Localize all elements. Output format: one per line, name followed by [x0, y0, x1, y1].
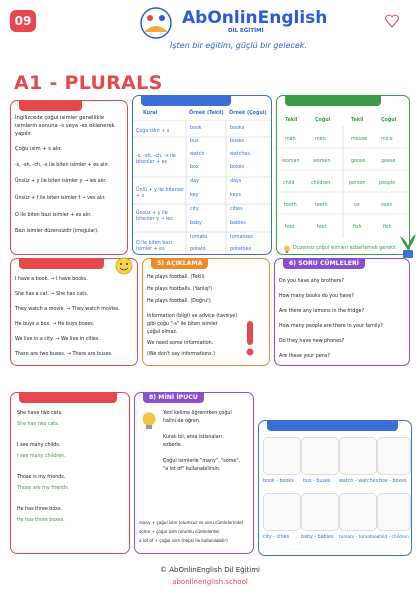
baby-picture-icon [301, 493, 339, 531]
brand-name: AbOnlinEnglish [182, 8, 328, 28]
example-plural: babies [230, 221, 246, 226]
heart-icon [385, 14, 399, 28]
example-sentence: We live in a city. → We live in cities. [15, 337, 100, 342]
question-line: Do you have any brothers? [279, 279, 344, 284]
books-picture-icon [263, 437, 301, 475]
example-singular: book [190, 126, 202, 131]
question-line: Are there any lemons in the fridge? [279, 309, 365, 314]
section-tag: 2) KURALLI ÇOĞULLAR [141, 95, 231, 106]
explanation-line: He plays football. (Doğru!) [147, 299, 211, 304]
section-extra-words [258, 420, 412, 556]
explanation-line: We need some information. [147, 341, 214, 346]
irregular-cell: women [313, 159, 331, 164]
example-singular: watch [190, 152, 205, 157]
explanation-line: çoğul olmaz. [147, 330, 178, 335]
example-plural: buses [230, 139, 245, 144]
irregular-cell: tooth [284, 203, 297, 208]
section-tag: 9) EXTRA WORDS (TEKİL - ÇOĞUL) [267, 420, 398, 431]
brand-logo-icon [134, 6, 178, 40]
section-irregular-plurals [276, 95, 410, 255]
section-mini-tip [134, 392, 254, 554]
section-tag: 4) ÖRNEK CÜMLELER [19, 258, 104, 269]
word-pair: tomato - tomatoes [339, 535, 380, 540]
section-regular-plurals [132, 95, 272, 255]
wrong-sentence: Those is my friends. [17, 475, 66, 480]
section-tag: 7) SIK YAPILAN HATALAR [19, 392, 117, 403]
irregular-cell: man [285, 137, 296, 142]
col-header: Çoğul [381, 118, 397, 123]
example-plural: days [230, 179, 242, 184]
word-pair: city - cities [263, 535, 290, 540]
irregular-cell: foot [285, 225, 295, 230]
example-sentence: They watch a movie. → They watch movies. [15, 307, 121, 312]
word-pair: watch - watches [339, 479, 379, 484]
tip-line: halini de öğren. [163, 419, 201, 424]
section-questions [274, 258, 410, 366]
irregular-cell: fish [383, 225, 392, 230]
example-plural: cities [230, 207, 243, 212]
wrong-sentence: I see many childs. [17, 443, 61, 448]
explanation-line: He plays footballs. (Yanlış!) [147, 287, 212, 292]
irregular-cell: men [315, 137, 326, 142]
explanation-line: gibi çoğu "-s" ile biten isimler [147, 322, 218, 327]
correct-sentence: He has three boxes. [17, 518, 65, 523]
section-tag: 6) SORU CÜMLELERİ [283, 258, 365, 269]
rule-cell: Çoğu isim + s [136, 129, 170, 134]
tip-line: Çoğul isimlerle "many", "some", [163, 459, 241, 464]
footer-website[interactable]: abonlinenglish.school [172, 578, 248, 586]
example-plural: potatoes [230, 247, 252, 252]
question-line: How many people are there in your family? [279, 324, 383, 329]
child-picture-icon [377, 493, 411, 531]
irregular-cell: mouse [351, 137, 368, 142]
exclamation-icon [243, 319, 257, 357]
irregular-cell: oxen [381, 203, 393, 208]
wrong-sentence: She have two cats. [17, 411, 63, 416]
rule-bullet: -s, -sh, -ch, -x ile biten isimler + es alır. [15, 163, 109, 168]
col-header: Örnek (Çoğul) [229, 111, 267, 116]
example-singular: box [190, 165, 199, 170]
example-plural: watches [230, 152, 250, 157]
rule-text: İngilizcede çoğul isimler genellikle [15, 115, 105, 121]
example-plural: boxes [230, 165, 244, 170]
lightbulb-icon [141, 411, 157, 433]
page-title: A1 - PLURALS [14, 72, 163, 94]
irregular-cell: child [283, 181, 295, 186]
section-tag: 1) KISA KURAL [19, 100, 82, 111]
irregular-note: Düzensiz çoğul isimleri ezberlemek gerekir. [293, 246, 398, 251]
bus-picture-icon [301, 437, 339, 475]
example-singular: bus [190, 139, 199, 144]
question-line: Do they have new phones? [279, 339, 345, 344]
rule-bullet: O ile biten bazı isimler + es alır. [15, 213, 92, 218]
col-header: Kural [143, 111, 158, 116]
question-line: Are these your pens? [279, 354, 330, 359]
irregular-cell: people [379, 181, 396, 186]
page-number-badge: 09 [10, 10, 36, 32]
explanation-line: Information (bilgi) ve advice (tavsiye) [147, 314, 238, 319]
irregular-cell: teeth [315, 203, 328, 208]
irregular-cell: geese [381, 159, 396, 164]
tip-line: Kuralı bil, ama istisnaları [163, 435, 222, 440]
rule-cell: Ünsüz + y ile bitenler y → ies [136, 211, 173, 222]
box-picture-icon [377, 437, 411, 475]
rule-cell: Ünlü + y ile bitenler + s [136, 188, 185, 199]
tip-usage: a lot of + çoğul isim (hepsi ile kullanılabilir) [139, 538, 228, 543]
irregular-cell: fish [353, 225, 362, 230]
example-singular: tomato [190, 235, 208, 240]
smiley-icon [114, 256, 134, 276]
example-sentence: She has a cat. → She has cats. [15, 292, 89, 297]
word-pair: bus - buses [303, 479, 331, 484]
tip-usage: many + çoğul isim (olumsuz ve soru cümlelerinde) [139, 520, 244, 525]
tomato-picture-icon [339, 493, 377, 531]
watch-picture-icon [339, 437, 377, 475]
rule-cell: O ile biten bazı isimler + es [136, 241, 173, 252]
explanation-line: He plays football. (Tekil) [147, 275, 205, 280]
section-tag: 3) DÜZENSİZ ÇOĞULLAR [285, 95, 381, 106]
word-pair: child - children [377, 535, 409, 540]
section-common-mistakes [10, 392, 130, 554]
col-header: Çoğul [315, 118, 331, 123]
correct-sentence: I see many children. [17, 454, 66, 459]
irregular-cell: ox [354, 203, 360, 208]
irregular-cell: person [349, 181, 366, 186]
rule-bullet: Bazı isimler düzensizdir (irregular). [15, 229, 99, 234]
irregular-cell: mice [381, 137, 393, 142]
example-singular: baby [190, 221, 202, 226]
word-pair: book - books [263, 479, 294, 484]
tip-line: Yeni kelime öğrenirken çoğul [163, 411, 232, 416]
section-explanation [142, 258, 270, 366]
brand-slogan: İşten bir eğitim, güçlü bir gelecek. [170, 41, 307, 50]
example-singular: day [190, 179, 199, 184]
col-header: Örnek (Tekil) [189, 111, 224, 116]
word-pair: baby - babies [301, 535, 334, 540]
city-picture-icon [263, 493, 301, 531]
lightbulb-icon [283, 245, 291, 253]
col-header: Tekil [351, 118, 364, 123]
tip-line: "a lot of" kullanabilirsin. [163, 467, 221, 472]
example-plural: keys [230, 193, 241, 198]
section-tag: 8) MİNİ İPUCU [143, 392, 204, 403]
rule-bullet: Ünsüz + y ile biten isimler y → ies alır. [15, 179, 107, 184]
section-short-rule [10, 100, 128, 255]
example-plural: tomatoes [230, 235, 253, 240]
col-header: Tekil [285, 118, 298, 123]
word-pair: box - boxes [379, 479, 407, 484]
table-gridlines [133, 120, 272, 255]
section-tag: 5) AÇIKLAMA [151, 258, 208, 269]
rule-text: isimlerin sonuna -s veya -es eklenerek [15, 123, 115, 129]
example-sentence: I have a book. → I have books. [15, 277, 88, 282]
example-singular: city [190, 207, 199, 212]
footer-copyright: © AbOnlinEnglish Dil Eğitimi [160, 566, 260, 574]
correct-sentence: She has two cats. [17, 422, 60, 427]
tip-usage: some + çoğul isim (olumlu cümlelerde) [139, 529, 220, 534]
correct-sentence: Those are my friends. [17, 486, 70, 491]
irregular-cell: goose [351, 159, 366, 164]
example-singular: key [190, 193, 199, 198]
wrong-sentence: He has three boxs. [17, 507, 62, 512]
rule-text: yapılır. [15, 131, 33, 137]
rule-bullet: Ünsüz + f ile biten isimler f → ves alır. [15, 196, 106, 201]
example-plural: books [230, 126, 245, 131]
table-gridlines [277, 126, 410, 238]
rule-cell: -s, -sh, -ch, -x ile bitenler + es [136, 154, 176, 165]
tip-line: ezberle. [163, 443, 183, 448]
question-line: How many books do you have? [279, 294, 354, 299]
irregular-cell: woman [282, 159, 300, 164]
plant-icon [398, 232, 418, 260]
example-sentence: He buys a box. → He buys boxes. [15, 322, 95, 327]
brand-subtitle: DİL EĞİTİMİ [228, 28, 264, 34]
explanation-line: (We don't say informations.) [147, 352, 215, 357]
irregular-cell: children [311, 181, 331, 186]
example-singular: potato [190, 247, 206, 252]
example-sentence: There are two buses. → There are buses. [15, 352, 113, 357]
rule-bullet: Çoğu isim + s alır. [15, 146, 63, 152]
irregular-cell: feet [317, 225, 327, 230]
